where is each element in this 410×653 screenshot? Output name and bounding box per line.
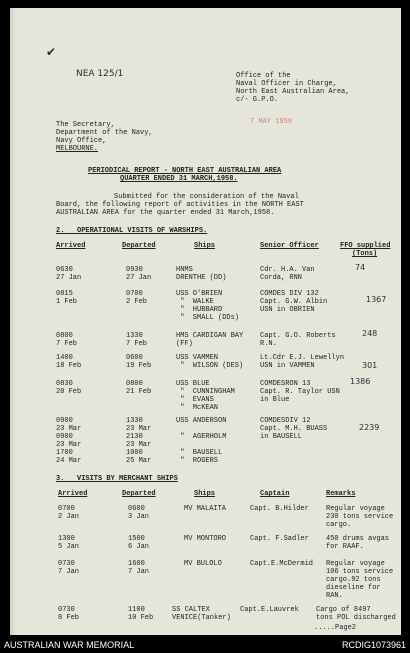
cell-officer: COMDES DIV 132 Capt. G.W. Albin USN in OBRIEN (260, 290, 328, 314)
col-header-ships: Ships (194, 242, 216, 250)
page-continuation: .....Page2 (314, 624, 357, 632)
cell-arrived: 0630 27 Jan (56, 266, 82, 282)
col-header-captain: Captain (260, 490, 290, 498)
address-line: MELBOURNE. (56, 145, 99, 153)
cell-ships: SS CALTEX VENICE(Tanker) (172, 606, 231, 622)
address-line: Department of the Navy, (56, 129, 153, 137)
cell-ffo: 248 (362, 329, 378, 338)
cell-officer: Lt.Cdr E.J. Lewellyn USN in VAMMEN (260, 354, 345, 370)
section-2-heading: 2. OPERATIONAL VISITS OF WARSHIPS. (56, 227, 208, 235)
cell-arrived: 0730 7 Jan (58, 560, 80, 576)
cell-captain: Capt. F.Sadler (250, 535, 309, 543)
col-header-remarks: Remarks (326, 490, 356, 498)
cell-remarks: Cargo of 8497 tons POL discharged (316, 606, 396, 622)
cell-departed: 0930 27 Jan (126, 266, 152, 282)
cell-ships: MV BULOLO (184, 560, 222, 568)
cell-departed: 0800 21 Feb (126, 380, 152, 396)
office-line: North East Australian Area, (236, 88, 350, 96)
office-line: Office of the (236, 72, 291, 80)
cell-captain: Capt.E.McDermid (250, 560, 314, 568)
cell-arrived: 0900 23 Mar 0900 23 Mar 1700 24 Mar (56, 417, 82, 465)
cell-ffo: 2239 (359, 423, 380, 432)
office-line: Naval Officer in Charge, (236, 80, 337, 88)
cell-ffo: 1367 (366, 295, 387, 304)
office-line: c/- G.P.O. (236, 96, 279, 104)
cell-officer: COMDESDIV 12 Capt. M.H. BUASS in BAUSELL (260, 417, 328, 441)
archive-footer (0, 637, 410, 653)
cell-ffo: 1386 (350, 377, 371, 386)
cell-departed: 0600 3 Jan (128, 505, 150, 521)
cell-arrived: 1400 18 Feb (56, 354, 82, 370)
col-header-tons: (Tons) (352, 250, 378, 258)
tick-mark: ✔ (46, 45, 57, 59)
cell-ships: MV MONTORO (184, 535, 227, 543)
cell-departed: 1330 7 Feb (126, 332, 148, 348)
section-3-heading: 3. VISITS BY MERCHANT SHIPS (56, 475, 178, 483)
footer-record-id: RCDIG1073961 (341, 640, 406, 650)
received-date-stamp: 7 MAY 1958 (250, 118, 293, 126)
document-page (10, 8, 401, 635)
cell-officer: Capt. G.O. Roberts R.N. (260, 332, 336, 348)
intro-line: Board, the following report of activities in the NORTH EAST (56, 201, 304, 209)
cell-arrived: 1300 5 Jan (58, 535, 80, 551)
cell-arrived: 0730 8 Feb (58, 606, 80, 622)
address-line: Navy Office, (56, 137, 107, 145)
report-title: PERIODICAL REPORT - NORTH EAST AUSTRALIAN AREA (88, 167, 282, 175)
cell-remarks: Regular voyage 230 tons service cargo. (326, 505, 394, 529)
cell-ships: USS BLUE " CUNNINGHAM " EVANS " McKEAN (176, 380, 235, 412)
cell-ffo: 301 (362, 361, 378, 370)
col-header-arrived: Arrived (58, 490, 88, 498)
cell-ships: HNMS DRENTHE (DD) (176, 266, 227, 282)
cell-arrived: 0800 7 Feb (56, 332, 78, 348)
cell-ships: USS O'BRIEN " WALKE " HUBBARD " SMALL (DDs) (176, 290, 240, 322)
intro-line: AUSTRALIAN AREA for the quarter ended 31 March,1958. (56, 209, 275, 217)
cell-departed: 1500 6 Jan (128, 535, 150, 551)
report-subtitle: QUARTER ENDED 31 MARCH,1958. (120, 175, 238, 183)
cell-arrived: 0830 20 Feb (56, 380, 82, 396)
col-header-departed: Departed (122, 242, 156, 250)
cell-ships: USS VAMMEN " WILSON (DES) (176, 354, 244, 370)
cell-officer: COMDESRON 13 Capt. R. Taylor USN in Blue (260, 380, 340, 404)
address-line: The Secretary, (56, 121, 115, 129)
intro-line: Submitted for the consideration of the Naval (114, 193, 299, 201)
cell-remarks: Regular voyage 106 tons service cargo.92 tons dieseline for RAN. (326, 560, 394, 600)
cell-ffo: 74 (355, 263, 366, 272)
cell-ships: HMS CARDIGAN BAY (FF) (176, 332, 244, 348)
col-header-senior-officer: Senior Officer (260, 242, 319, 250)
cell-departed: 1100 10 Feb (128, 606, 154, 622)
footer-institution: AUSTRALIAN WAR MEMORIAL (4, 640, 135, 650)
cell-ships: USS ANDERSON " AGERHOLM " BAUSELL " ROGERS (176, 417, 227, 465)
col-header-departed: Departed (122, 490, 156, 498)
cell-arrived: 0700 2 Jan (58, 505, 80, 521)
cell-captain: Capt. B.Hilder (250, 505, 309, 513)
cell-departed: 0700 2 Feb (126, 290, 148, 306)
cell-officer: Cdr. H.A. Van Corda, RNN (260, 266, 315, 282)
cell-ships: MV MALAITA (184, 505, 227, 513)
cell-departed: 1600 7 Jan (128, 560, 150, 576)
cell-remarks: 450 drums avgas for RAAF. (326, 535, 390, 551)
page-edge-shadow (10, 8, 16, 635)
cell-departed: 0600 19 Feb (126, 354, 152, 370)
col-header-ships: Ships (194, 490, 216, 498)
handwritten-file-reference: NEA 125/1 (76, 69, 124, 79)
col-header-ffo: FFO supplied (340, 242, 391, 250)
cell-captain: Capt.E.Lauvrek (240, 606, 299, 614)
cell-departed: 1330 23 Mar 2130 23 Mar 1000 25 Mar (126, 417, 152, 465)
col-header-arrived: Arrived (56, 242, 86, 250)
cell-arrived: 0815 1 Feb (56, 290, 78, 306)
